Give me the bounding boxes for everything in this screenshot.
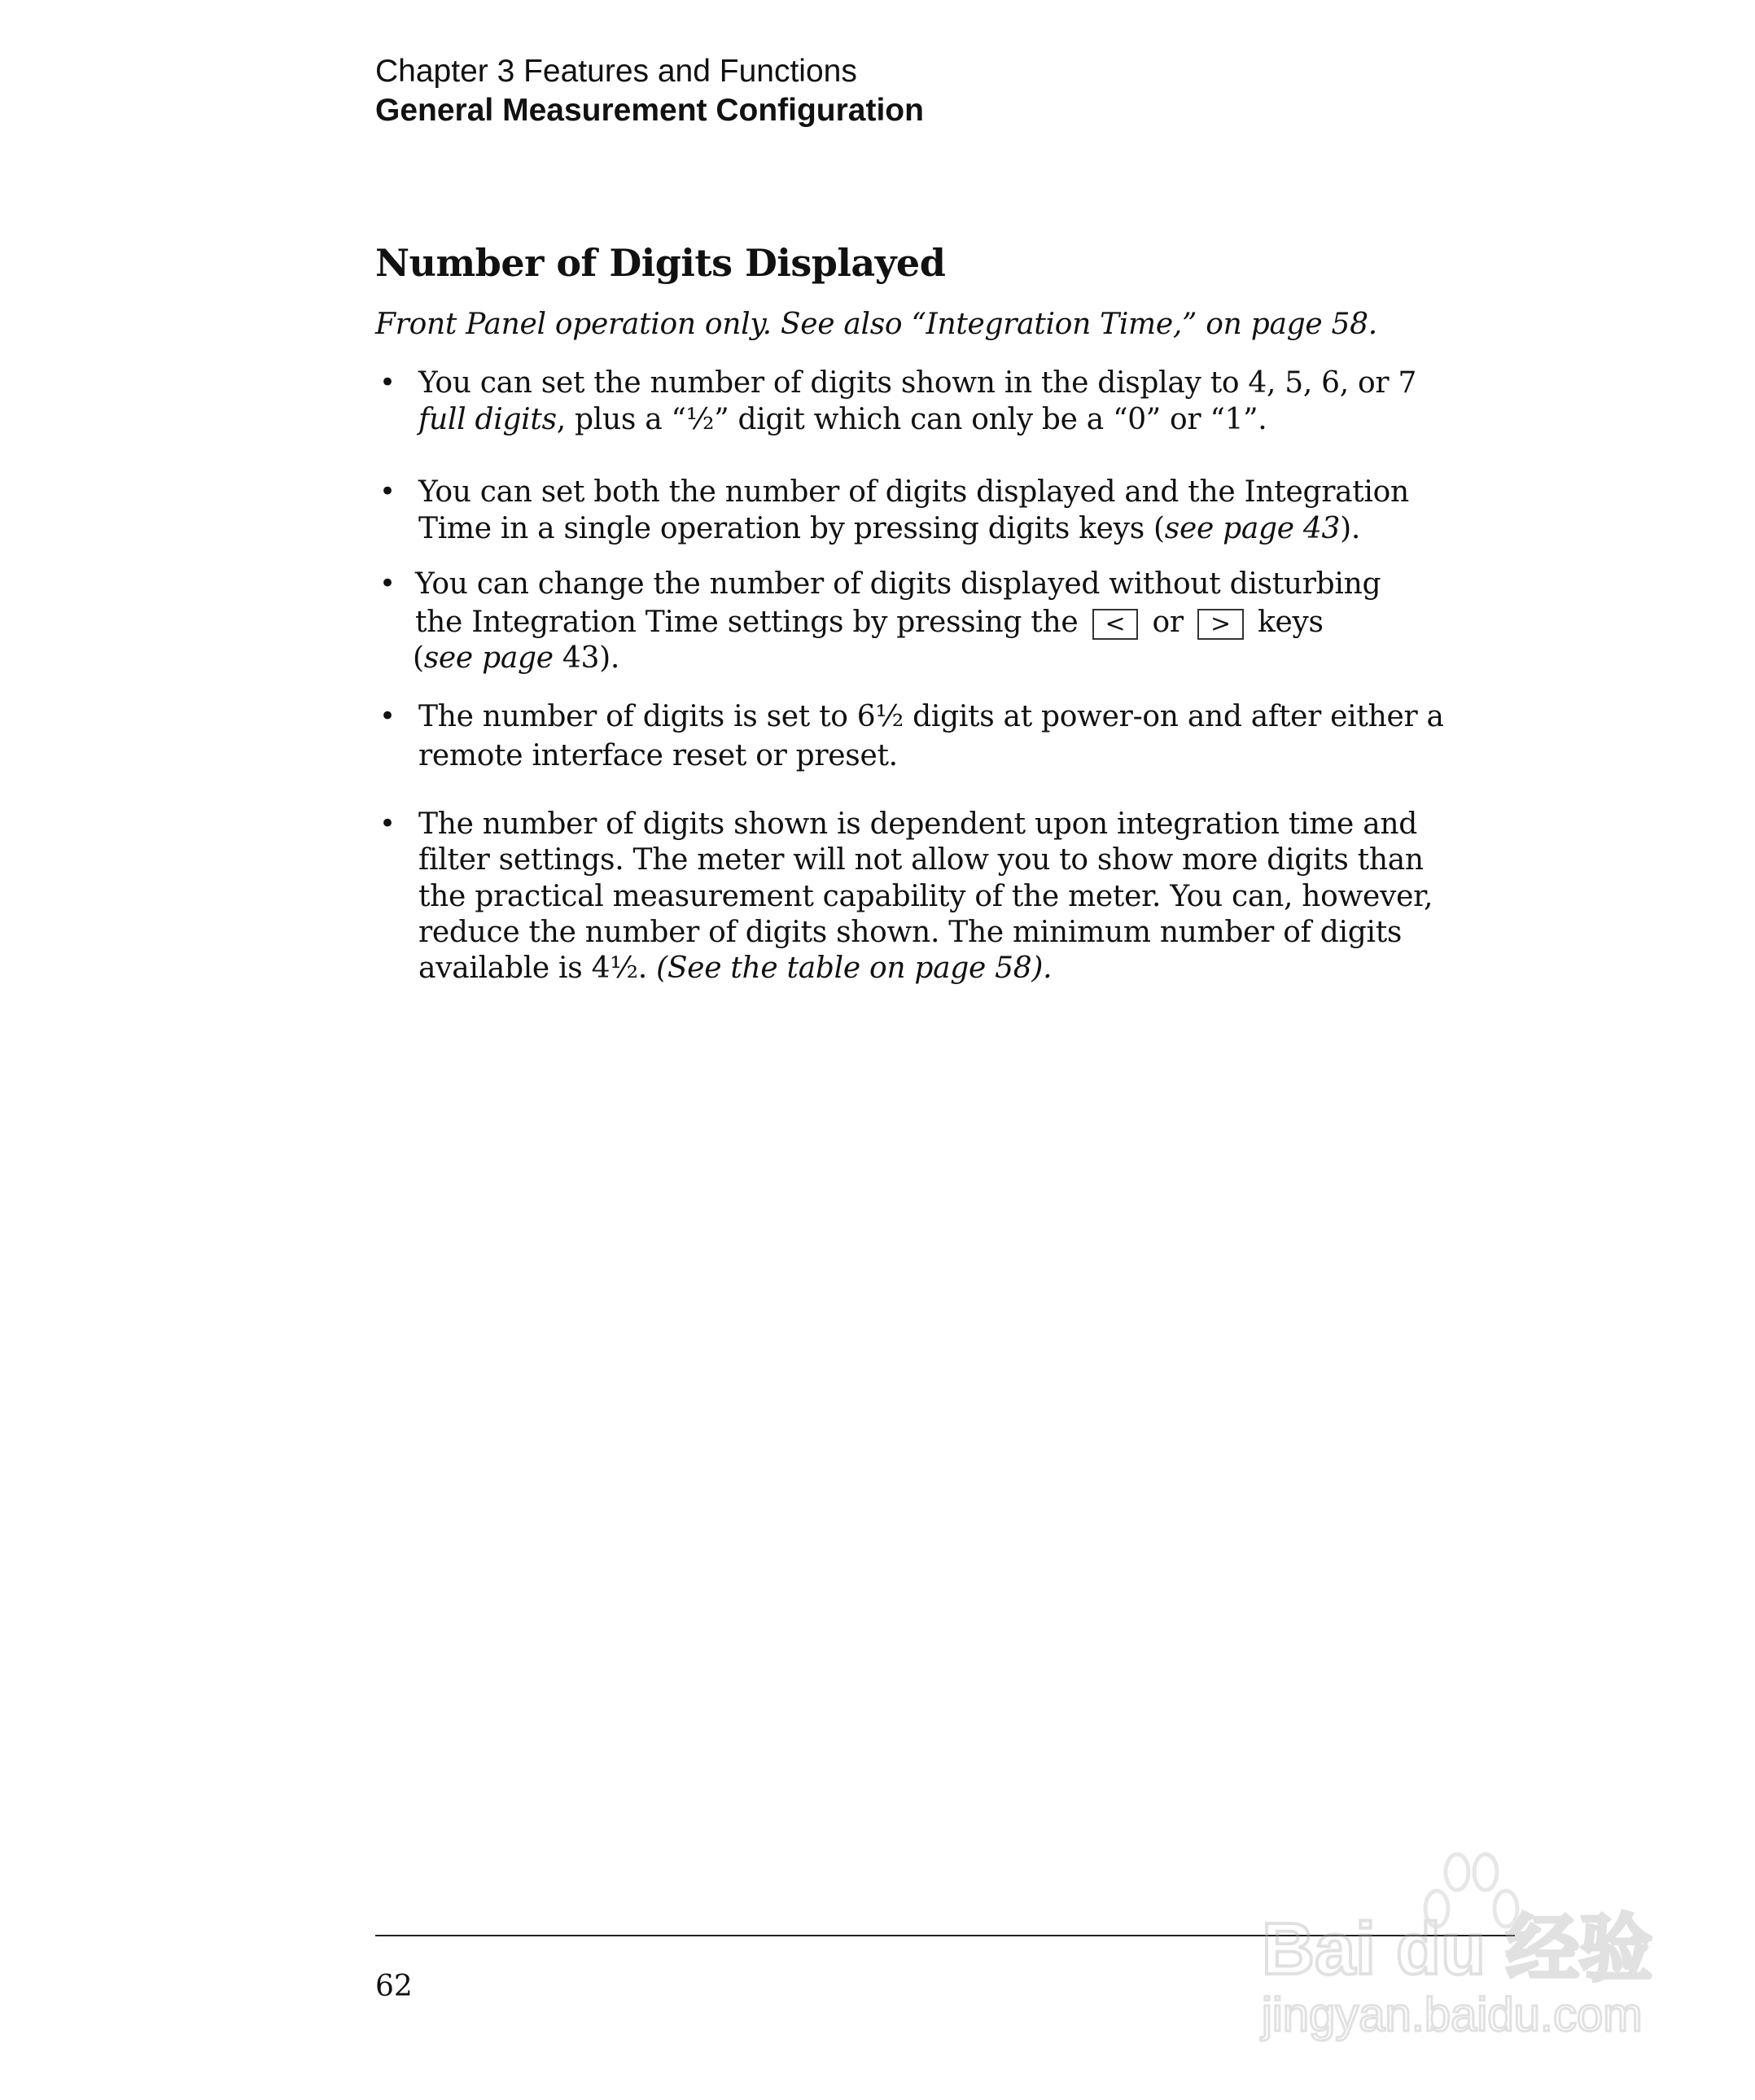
bullet-4-line-2: remote interface reset or preset. (418, 739, 898, 772)
table-reference: (See the table on page 58). (656, 952, 1053, 985)
bullet: • (379, 567, 396, 600)
bullet-1-line-2 (418, 403, 1267, 436)
page-reference: see page (423, 641, 554, 675)
bullet: • (379, 475, 396, 508)
text: Time in a single operation by pressing digits keys ( (418, 512, 1165, 545)
bullet-5-line-4: reduce the number of digits shown. The minimum number of digits (418, 916, 1403, 949)
bullet: • (379, 366, 396, 399)
text: keys (1257, 606, 1324, 639)
bullet-2-line-2 (418, 512, 1360, 545)
bullet-5-line-5 (418, 952, 1052, 985)
chapter-header: Chapter 3 Features and Functions (375, 54, 857, 89)
text-italic: full digits (418, 403, 557, 436)
text: , plus a “½” digit which can only be a “0” or “1”. (556, 403, 1267, 436)
page-number: 62 (375, 1970, 413, 2003)
text: or (1152, 606, 1184, 639)
bullet-2-line-1: You can set both the number of digits displayed and the Integration (418, 475, 1409, 509)
baidu-watermark-logo (1254, 1848, 1677, 2043)
bullet-3-line-3 (413, 641, 619, 675)
right-key: > (1197, 609, 1244, 640)
text: the Integration Time settings by pressing the (415, 606, 1079, 639)
bullet-5-line-3: the practical measurement capability of the meter. You can, however, (418, 880, 1433, 913)
page-title: Number of Digits Displayed (375, 241, 946, 285)
left-key: < (1092, 609, 1139, 640)
bullet-5-line-2: filter settings. The meter will not allow you to show more digits than (418, 843, 1424, 877)
bullet: • (379, 700, 396, 733)
text: 43). (553, 641, 619, 675)
svg-text:Bai du 经验: Bai du 经验 (1262, 1909, 1653, 1990)
intro-text: Front Panel operation only. See also “Integration Time,” on page 58. (375, 308, 1377, 341)
page-reference: see page 43 (1164, 512, 1341, 545)
svg-text:jingyan.baidu.com: jingyan.baidu.com (1262, 1988, 1643, 2041)
bullet: • (379, 807, 396, 840)
bullet-4-line-1: The number of digits is set to 6½ digits at power-on and after either a (418, 700, 1444, 733)
bullet-3-line-1: You can change the number of digits displayed without disturbing (415, 567, 1381, 601)
section-header: General Measurement Configuration (375, 93, 924, 128)
bullet-3-line-2 (415, 606, 1324, 640)
text: available is 4½. (418, 952, 657, 985)
text: ( (413, 641, 424, 675)
bullet-5-line-1: The number of digits shown is dependent upon integration time and (418, 807, 1418, 841)
text: ). (1340, 512, 1360, 545)
bullet-1-line-1: You can set the number of digits shown in the display to 4, 5, 6, or 7 (418, 366, 1417, 400)
